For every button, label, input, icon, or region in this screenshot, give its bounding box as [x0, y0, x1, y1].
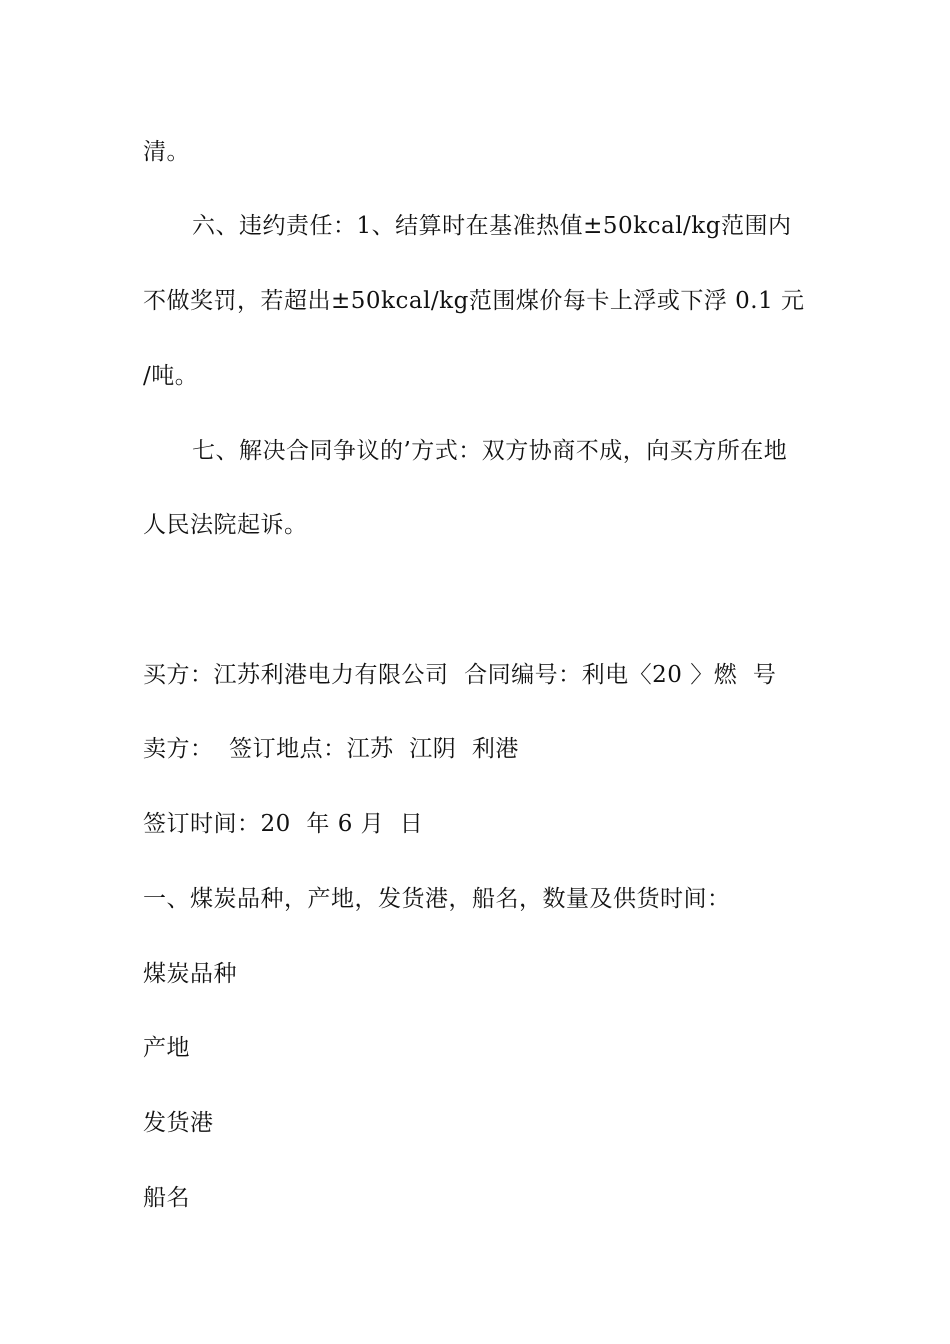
paragraph-six-line-3: /吨。 [143, 363, 199, 389]
paragraph-seven-line-2: 人民法院起诉。 [143, 512, 308, 538]
paragraph-five-tail: 清。 [143, 139, 190, 165]
list-item-ship-name: 船名 [143, 1185, 190, 1211]
paragraph-six-line-1: 六、违约责任：1、结算时在基准热值±50kcal/kg范围内 [192, 213, 792, 239]
section-one-heading: 一、煤炭品种，产地，发货港，船名，数量及供货时间： [143, 886, 731, 912]
list-item-origin: 产地 [143, 1035, 190, 1061]
list-item-port: 发货港 [143, 1110, 214, 1136]
list-item-coal-type: 煤炭品种 [143, 961, 237, 987]
paragraph-six-line-2: 不做奖罚，若超出±50kcal/kg范围煤价每卡上浮或下浮 0.1 元 [143, 288, 805, 314]
seller-line: 卖方： 签订地点：江苏 江阴 利港 [143, 736, 519, 762]
signing-date-line: 签订时间：20 年 6 月 日 [143, 811, 424, 837]
paragraph-seven-line-1: 七、解决合同争议的’方式：双方协商不成，向买方所在地 [192, 438, 788, 464]
buyer-line: 买方：江苏利港电力有限公司 合同编号：利电〈20 〉燃 号 [143, 662, 777, 688]
